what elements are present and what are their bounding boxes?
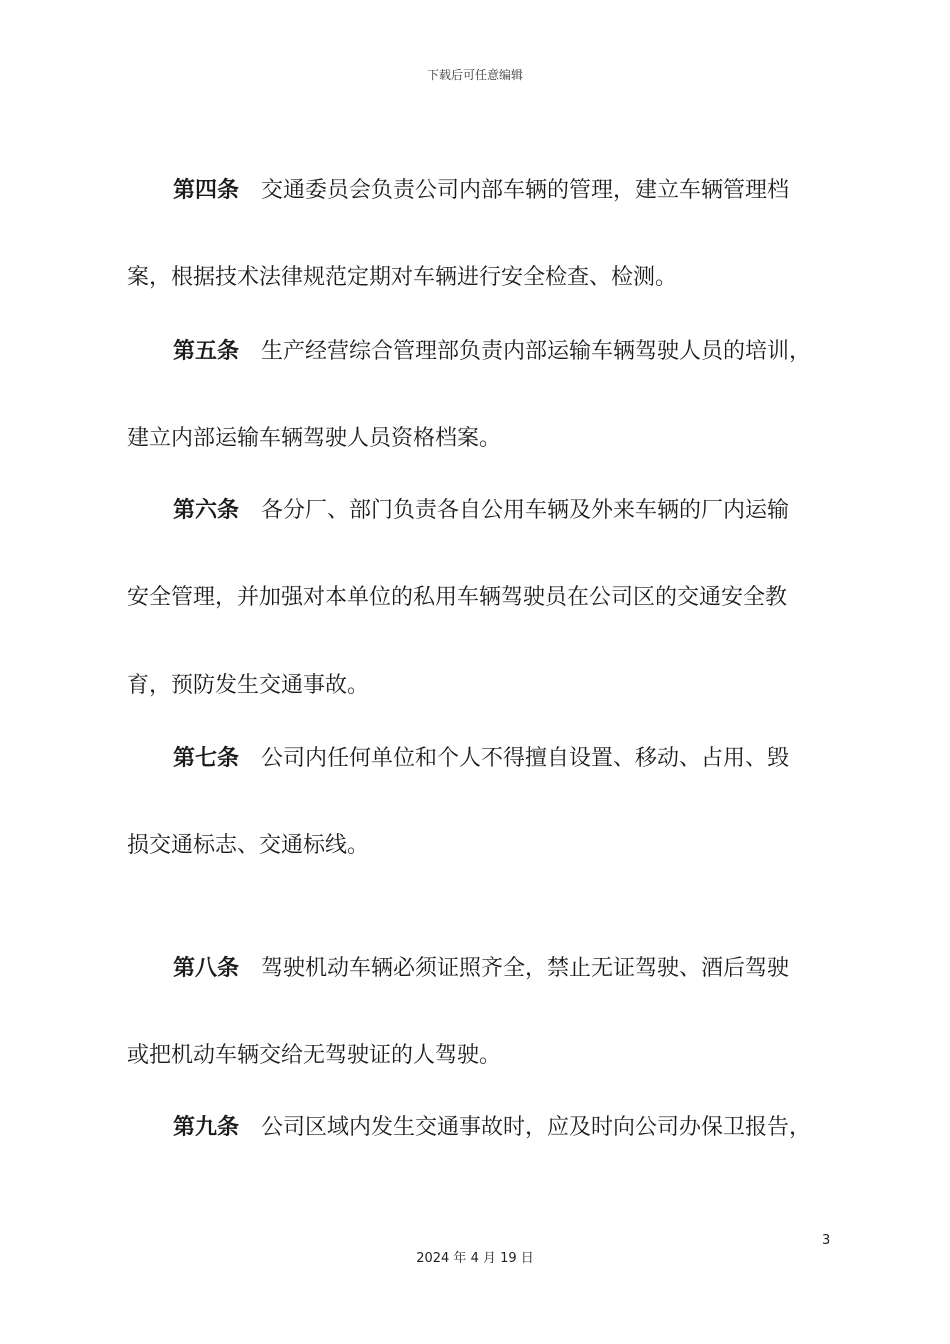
article-6-line-2: 安全管理，并加强对本单位的私用车辆驾驶员在公司区的交通安全教	[127, 585, 788, 610]
article-6-line-1	[173, 497, 789, 525]
article-4-line-1	[173, 177, 789, 205]
article-8-text-1: 驾驶机动车辆必须证照齐全，禁止无证驾驶、酒后驾驶	[261, 956, 790, 981]
page-header: 下载后可任意编辑	[426, 68, 523, 82]
article-8-line-1	[173, 955, 789, 983]
page-number: 3	[822, 1233, 831, 1248]
article-8-line-2: 或把机动车辆交给无驾驶证的人驾驶。	[127, 1043, 502, 1068]
article-7-line-2: 损交通标志、交通标线。	[127, 833, 370, 858]
article-6-text-1: 各分厂、部门负责各自公用车辆及外来车辆的厂内运输	[261, 498, 790, 523]
article-4-title: 第四条	[173, 178, 240, 203]
article-7-text-1: 公司内任何单位和个人不得擅自设置、移动、占用、毁	[261, 746, 790, 771]
article-5-title: 第五条	[173, 339, 240, 364]
article-9-line-1	[173, 1114, 811, 1142]
article-4-text-1: 交通委员会负责公司内部车辆的管理，建立车辆管理档	[261, 178, 790, 203]
article-7-line-1	[173, 745, 789, 773]
article-6-line-3: 育，预防发生交通事故。	[127, 673, 370, 698]
article-6-title: 第六条	[173, 498, 240, 523]
article-5-line-2: 建立内部运输车辆驾驶人员资格档案。	[127, 426, 502, 451]
article-5-line-1	[173, 338, 811, 366]
article-9-title: 第九条	[173, 1115, 240, 1140]
article-7-title: 第七条	[173, 746, 240, 771]
footer-date: 2024 年 4 月 19 日	[416, 1251, 534, 1266]
article-5-text-1: 生产经营综合管理部负责内部运输车辆驾驶人员的培训，	[261, 339, 812, 364]
article-9-text-1: 公司区域内发生交通事故时，应及时向公司办保卫报告，	[261, 1115, 812, 1140]
article-8-title: 第八条	[173, 956, 240, 981]
article-4-line-2: 案，根据技术法律规范定期对车辆进行安全检查、检测。	[127, 265, 678, 290]
